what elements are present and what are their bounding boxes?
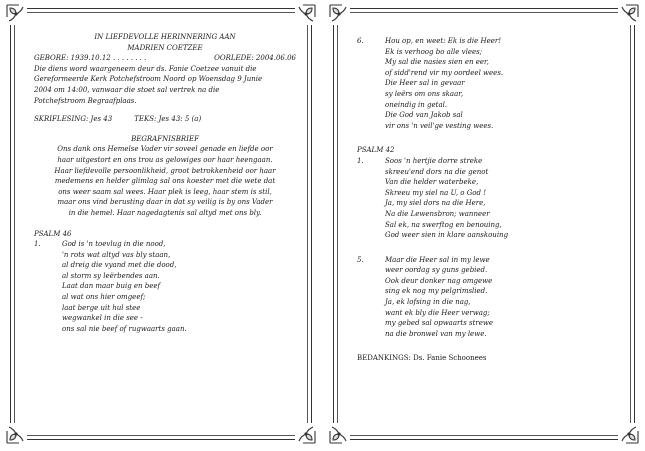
verse-line: Maar die Heer sal in my lewe [385,255,490,264]
verse-line: Van die helder waterbeke, [385,178,479,187]
ornament-corner-icon [328,3,350,25]
memorial-heading: IN LIEFDEVOLLE HERINNERING AAN [94,33,236,41]
verse-line: my gebed sal opwaarts strewe [385,319,494,328]
ornament-corner-icon [295,3,317,25]
left-page [6,4,316,444]
funeral-letter [34,144,296,218]
verse-line: Skreeu my siel na U, o God ! [385,188,487,197]
verse-number: 6. [357,37,364,45]
verse-line: My sal die nasies sien en eer, [385,58,489,67]
ornament-corner-icon [328,423,350,445]
verse-line: weer oordag sy guns gebied. [385,266,488,275]
verse-line: Die God van Jakob sal [385,111,463,120]
left-content [34,32,296,334]
letter-line: medemens en helder glimlag sal ons koester met die wete dat [54,177,276,186]
ornament-corner-icon [618,3,640,25]
psalm-verse [357,156,619,241]
verse-line: Hou op, en weet: Ek is die Heer! [385,37,502,45]
verse-lines [385,255,619,340]
verse-line: sy leërs om ons skaar, [385,89,464,98]
psalm-heading: PSALM 46 [34,229,72,238]
psalm-verse [357,255,619,340]
verse-line: oneindig in getal. [385,100,448,109]
scripture-reading: SKRIFLESING: Jes 43 [34,115,113,124]
verse-line: Ook deur donker nag omgewe [385,276,493,285]
verse-number: 1. [34,240,41,249]
verse-line: of sidd'rend vir my oordeel wees. [385,68,504,77]
ornament-corner-icon [5,3,27,25]
verse-line: want ek bly die Heer verwag; [385,308,490,317]
ornament-corner-icon [5,423,27,445]
verse-line: Laat dan maar buig en beef [62,282,161,291]
verse-lines [385,36,619,131]
death-date: OORLEDE: 2004.06.06 [214,54,296,63]
psalm-verse [357,36,619,131]
right-content [357,36,619,364]
verse-line: wegwankel in die see - [62,314,143,323]
letter-line: in die hemel. Haar nagedagtenis sal altyd met ons bly. [68,208,262,217]
dates-row [34,53,296,64]
notice-line: Die diens word waargeneem deur ds. Fanie Coetzee vanuit die [34,64,257,73]
letter-line: Haar liefdevolle persoonlikheid, groot betrokkenheid oor haar [54,166,276,175]
verse-number: 5. [357,255,364,264]
verse-line: vir ons 'n veil'ge vesting wees. [385,121,494,130]
notice-line: 2004 om 14:00, vanwaar die stoet sal vertrek na die [34,85,220,94]
verse-line: na die bronwel van my lewe. [385,329,487,338]
verse-line: sing ek nog my pelgrimslied. [385,287,488,296]
verse-line: laat berge uit hul stee [62,303,141,312]
acknowledgements: BEDANKINGS: Ds. Fanie Schoonees [357,354,487,363]
verse-line: Sal ek, na swerftog en benouing, [385,220,502,229]
birth-date: GEBORE: 1939.10.12 . . . . . . . . [34,54,147,63]
verse-line: al wat ons hier omgeef; [62,293,146,302]
verse-lines [385,156,619,241]
letter-line: ons weer saam sal wees. Haar plek is leeg, haar stem is stil, [58,187,272,196]
right-page [329,4,639,444]
deceased-name: MADRIEN COETZEE [127,43,203,52]
letter-title: BEGRAFNISBRIEF [131,134,199,143]
psalm-verse [34,239,296,334]
verse-line: Ek is verhoog bo alle vlees; [385,47,483,56]
letter-line: Ons dank ons Hemelse Vader vir soveel genade en liefde oor [57,145,273,154]
verse-line: Ja, my siel dors na die Here, [385,199,486,208]
verse-line: skreeu'end dors na die genot [385,167,489,176]
verse-line: al dreig die vyand met die dood, [62,261,177,270]
letter-line: haar uitgestort en ons trou as gelowiges oor haar heengaan. [57,155,273,164]
verse-line: Na die Lewensbron; wanneer [385,209,490,218]
verse-line: God is 'n toevlug in die nood, [62,240,166,249]
verse-number: 1. [357,156,364,165]
verse-line: Die Heer sal in gevaar [385,79,465,88]
sermon-text: TEKS: Jes 43: 5 (a) [134,115,202,124]
reading-row [34,114,296,125]
verse-line: Soos 'n hertjie dorre streke [385,156,483,165]
verse-line: Ja, ek lofsing in die nag, [385,298,471,307]
letter-line: maar ons vind berusting daar in dat sy veilig is by ons Vader [57,198,273,207]
notice-line: Potchefstroom Begraafplaas. [34,96,137,105]
notice-line: Gereformeerde Kerk Potchefstroom Noord op Woensdag 9 Junie [34,75,263,84]
verse-lines [62,239,296,334]
verse-line: ons sal nie beef of rugwaarts gaan. [62,324,187,333]
ornament-corner-icon [618,423,640,445]
psalm-heading: PSALM 42 [357,146,395,155]
verse-line: God weer sien in klare aanskouing [385,231,509,240]
service-notice [34,64,296,106]
verse-line: 'n rots wat altyd vas bly staan, [62,250,171,259]
ornament-corner-icon [295,423,317,445]
verse-line: al storm sy leërbendes aan. [62,271,160,280]
